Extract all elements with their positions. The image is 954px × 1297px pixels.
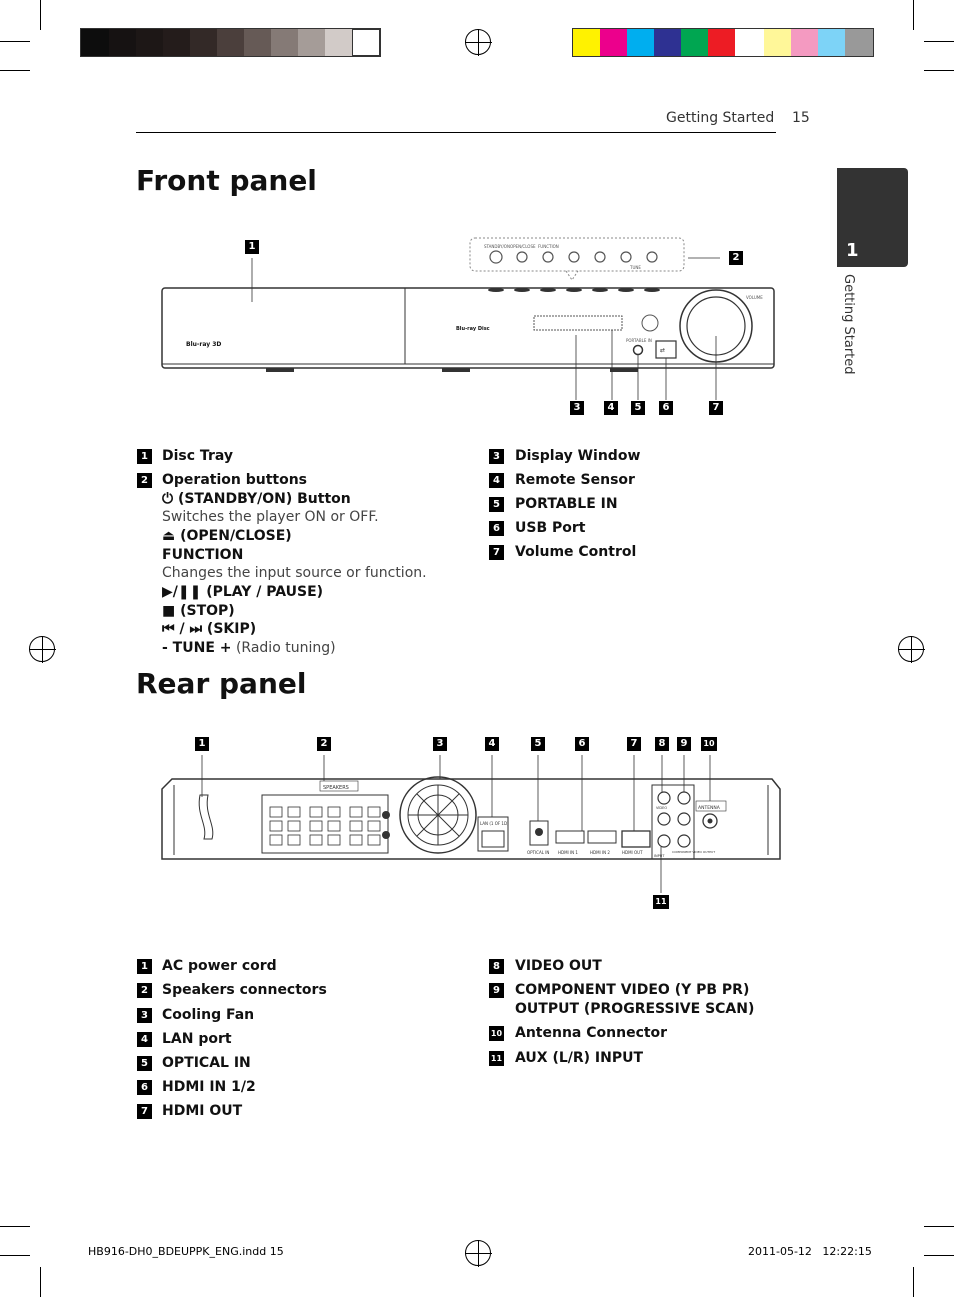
label-lan: LAN (1 OF 1D): [480, 821, 509, 826]
rear-chassis: [162, 779, 780, 859]
op-detail-tune-desc: (Radio tuning): [231, 640, 336, 656]
rear-panel-title: Rear panel: [136, 667, 307, 700]
rear-callout-5: 5: [531, 737, 545, 751]
front-legend-label: USB Port: [515, 520, 586, 536]
rear-legend-label: VIDEO OUT: [515, 958, 602, 974]
rear-legend-badge: 8: [489, 959, 504, 974]
label-optical: OPTICAL IN: [527, 850, 550, 855]
rear-legend-label: Cooling Fan: [162, 1007, 255, 1023]
rear-legend-badge: 6: [137, 1080, 152, 1095]
rear-callout-1: 1: [195, 737, 209, 751]
op-detail-function: FUNCTION: [162, 547, 244, 563]
front-legend-label: PORTABLE IN: [515, 496, 618, 512]
rear-callout-6: 6: [575, 737, 589, 751]
rear-callout-11: 11: [653, 895, 669, 909]
rear-legend-badge: 7: [137, 1104, 152, 1119]
label-component: COMPONENT VIDEO OUTPUT: [672, 850, 716, 854]
rear-callout-3: 3: [433, 737, 447, 751]
front-legend-badge: 3: [489, 449, 504, 464]
label-aux: INPUT: [654, 854, 665, 858]
front-callout-1: 1: [245, 240, 259, 254]
running-header: Getting Started: [666, 110, 775, 126]
rear-legend-label: HDMI IN 1/2: [162, 1079, 256, 1095]
footer-file: HB916-DH0_BDEUPPK_ENG.indd 15: [88, 1245, 284, 1258]
crop-mark: [40, 1267, 41, 1297]
front-callout-5: 5: [631, 401, 645, 415]
op-detail-open-close: ⏏ (OPEN/CLOSE): [162, 528, 292, 544]
crop-mark: [40, 0, 41, 30]
rear-legend-label: Speakers connectors: [162, 982, 327, 998]
rear-legend-badge: 1: [137, 959, 152, 974]
front-callout-2: 2: [729, 251, 743, 265]
front-legend-label: Volume Control: [515, 544, 637, 560]
rear-panel-diagram: [160, 755, 784, 895]
rear-callout-2: 2: [317, 737, 331, 751]
rear-callout-4: 4: [485, 737, 499, 751]
label-antenna: ANTENNA: [698, 806, 720, 811]
label-speakers: SPEAKERS: [323, 785, 349, 791]
crop-mark: [0, 41, 30, 42]
rear-legend-label: AC power cord: [162, 958, 277, 974]
rear-legend-badge: 3: [137, 1008, 152, 1023]
op-detail-standby-desc: Switches the player ON or OFF.: [162, 509, 379, 525]
front-panel-diagram: [140, 230, 780, 430]
crop-mark: [924, 1226, 954, 1227]
op-detail-play-pause: ▶/❚❚ (PLAY / PAUSE): [162, 584, 324, 600]
rear-legend-badge: 11: [489, 1051, 504, 1066]
rear-legend-badge: 5: [137, 1056, 152, 1071]
crop-mark: [924, 41, 954, 42]
bluray-logo: Blu-ray Disc: [456, 326, 490, 332]
front-callout-3: 3: [570, 401, 584, 415]
rear-legend-label: AUX (L/R) INPUT: [515, 1050, 644, 1066]
bluray3d-logo: Blu-ray 3D: [186, 341, 222, 348]
op-detail-standby: ⏻ (STANDBY/ON) Button: [162, 491, 351, 507]
rear-legend-label: LAN port: [162, 1031, 232, 1047]
front-legend-label: Operation buttons: [162, 472, 308, 488]
rear-legend-badge: 2: [137, 983, 152, 998]
front-legend-badge: 6: [489, 521, 504, 536]
label-video: VIDEO: [656, 806, 668, 810]
op-detail-stop: ■ (STOP): [162, 603, 235, 619]
front-legend-badge: 7: [489, 545, 504, 560]
crop-mark: [924, 70, 954, 71]
rear-legend-label-cont: OUTPUT (PROGRESSIVE SCAN): [515, 1001, 755, 1017]
chapter-side-label: Getting Started: [841, 274, 856, 375]
front-legend-badge: 2: [137, 473, 152, 488]
rear-legend-badge: 10: [489, 1026, 504, 1041]
chapter-number: 1: [846, 240, 859, 261]
page-number: 15: [792, 110, 810, 126]
crop-mark: [0, 70, 30, 71]
crop-mark: [913, 0, 914, 30]
speaker-connectors: [262, 795, 388, 853]
rear-legend-badge: 9: [489, 983, 504, 998]
header-rule: [136, 132, 776, 133]
op-detail-tune: - TUNE +: [162, 640, 232, 656]
crop-mark: [924, 1255, 954, 1256]
op-detail-function-desc: Changes the input source or function.: [162, 565, 427, 581]
rear-callout-9: 9: [677, 737, 691, 751]
front-legend-label: Disc Tray: [162, 448, 233, 464]
front-legend-badge: 1: [137, 449, 152, 464]
front-legend-badge: 5: [489, 497, 504, 512]
crop-mark: [913, 1267, 914, 1297]
rear-legend-badge: 4: [137, 1032, 152, 1047]
label-portable-in: PORTABLE IN: [626, 338, 652, 343]
label-hdmi-out: HDMI OUT: [622, 850, 643, 855]
rear-legend-label: OPTICAL IN: [162, 1055, 251, 1071]
rear-callout-7: 7: [627, 737, 641, 751]
label-function: FUNCTION: [538, 244, 559, 249]
crop-mark: [0, 1255, 30, 1256]
label-volume: VOLUME: [746, 295, 763, 300]
front-callout-7: 7: [709, 401, 723, 415]
rear-callout-10: 10: [701, 737, 717, 751]
front-panel-title: Front panel: [136, 164, 317, 197]
front-legend-label: Display Window: [515, 448, 641, 464]
rear-callout-8: 8: [655, 737, 669, 751]
label-open-close: OPEN/CLOSE: [510, 244, 536, 249]
footer-date: 2011-05-12 12:22:15: [748, 1245, 872, 1258]
op-detail-tune-row: [162, 640, 336, 656]
rear-legend-label: Antenna Connector: [515, 1025, 668, 1041]
label-hdmi-in1: HDMI IN 1: [558, 850, 578, 855]
op-detail-skip: ⏮ / ⏭ (SKIP): [162, 621, 257, 637]
crop-mark: [0, 1226, 30, 1227]
front-callout-4: 4: [604, 401, 618, 415]
label-hdmi-in2: HDMI IN 2: [590, 850, 610, 855]
label-tune: TUNE: [630, 265, 641, 270]
label-standby: STANDBY/ON: [484, 244, 510, 249]
front-callout-6: 6: [659, 401, 673, 415]
rear-legend-label: HDMI OUT: [162, 1103, 243, 1119]
front-legend-badge: 4: [489, 473, 504, 488]
svg-text:⇄: ⇄: [660, 347, 666, 354]
front-legend-label: Remote Sensor: [515, 472, 635, 488]
rear-legend-label: COMPONENT VIDEO (Y PB PR): [515, 982, 750, 998]
